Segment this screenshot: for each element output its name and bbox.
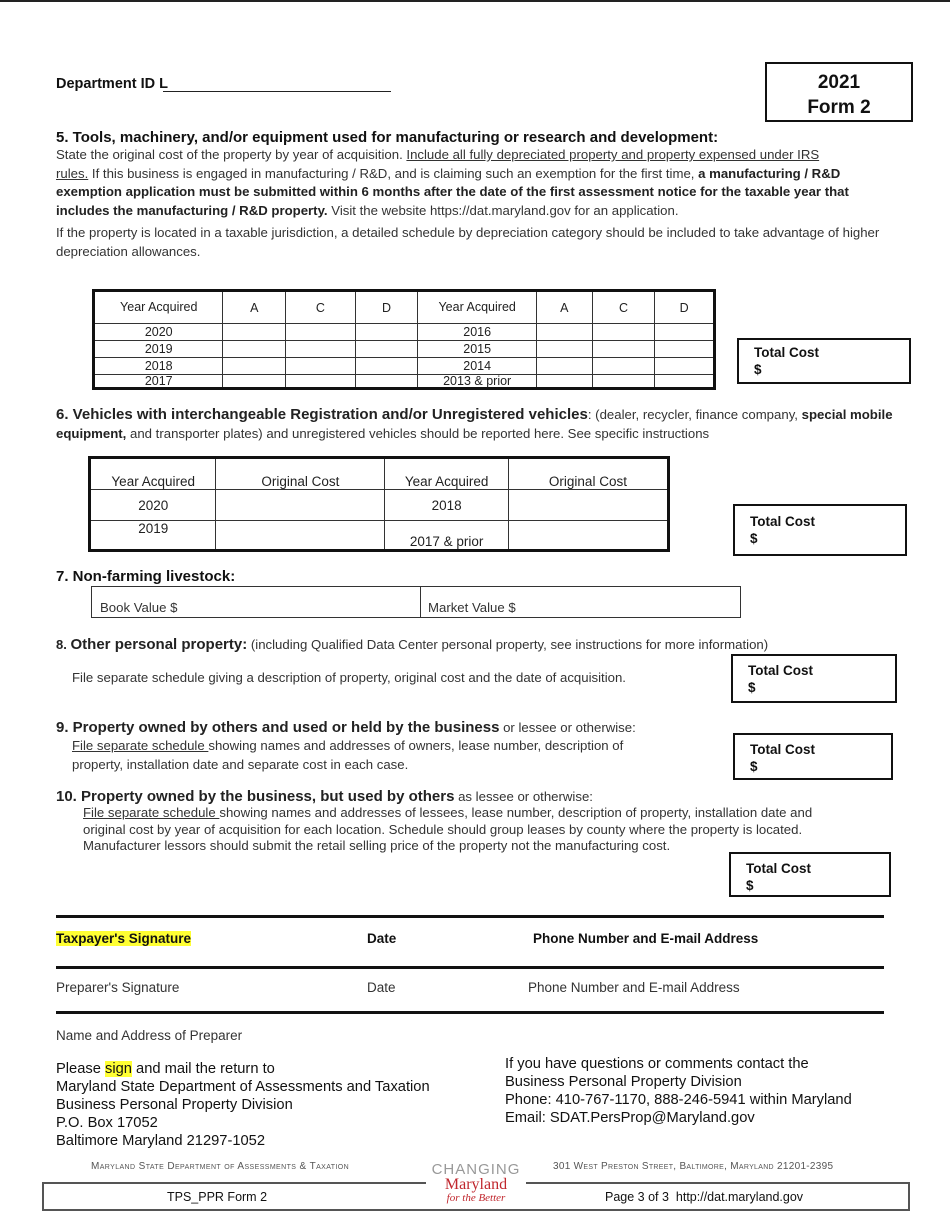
section-6-heading: 6. Vehicles with interchangeable Registration and/or Unregistered vehicles: [56, 406, 588, 423]
signature-divider-middle: [56, 966, 884, 969]
cost-input[interactable]: [355, 358, 418, 375]
col-d: D: [355, 291, 418, 324]
section-6-paragraph: 6. Vehicles with interchangeable Registration and/or Unregistered vehicles: (dealer, recycler, finance company, special mobile equipment, and transporter plates) and unregistered vehicles should be reported here. See specific instructions: [56, 406, 893, 441]
year-cell: 2017 & prior: [385, 521, 508, 551]
col-a: A: [223, 291, 286, 324]
section-9-text: File separate schedule showing names and addresses of owners, lease number, description of property, installation date and separate cost in each case.: [72, 738, 624, 772]
section-5-heading: 5. Tools, machinery, and/or equipment used for manufacturing or research and development:: [56, 129, 719, 146]
mailing-address: [56, 1060, 430, 1150]
cost-input[interactable]: [508, 490, 668, 521]
col-c: C: [592, 291, 655, 324]
table-header-row: [90, 458, 669, 490]
table-row: [94, 375, 715, 389]
section-10-text: File separate schedule showing names and addresses of lessees, lease number, description of property, installation date and original cost by year of acquisition for each location. Schedule should group leases by county where the property is located. Manufacturer lessors should submit the retail selling price of the property not the manufacturing cost.: [83, 805, 813, 853]
changing-maryland-logo: CHANGING Maryland for the Better: [431, 1161, 521, 1204]
section-8-total-cost[interactable]: [731, 654, 897, 703]
cost-input[interactable]: [286, 341, 356, 358]
divider: [420, 587, 421, 617]
year-cell: 2018: [94, 358, 223, 375]
form-year: 2021: [817, 72, 861, 93]
section-8-number: 8.: [56, 637, 67, 652]
livestock-box: [91, 586, 741, 618]
contact-division: Business Personal Property Division: [505, 1074, 742, 1090]
year-cell: 2014: [418, 358, 537, 375]
city-state-zip: Baltimore Maryland 21297-1052: [56, 1133, 266, 1149]
signature-divider-bottom: [56, 1011, 884, 1014]
col-year-acquired: Year Acquired: [94, 291, 223, 324]
col-year-acquired: Year Acquired: [90, 458, 216, 490]
dollar-sign: $: [750, 531, 758, 546]
cost-input[interactable]: [655, 375, 715, 389]
total-cost-label: Total Cost: [750, 742, 815, 757]
market-value-field[interactable]: Market Value $: [428, 600, 516, 615]
division-name: Business Personal Property Division: [56, 1097, 293, 1113]
section-5-table: [92, 289, 716, 390]
year-cell: 2019: [90, 521, 216, 551]
footer-rule-right: [526, 1182, 910, 1184]
cost-input[interactable]: [216, 521, 385, 551]
cost-input[interactable]: [655, 341, 715, 358]
taxpayer-date-label: Date: [367, 931, 397, 946]
po-box: P.O. Box 17052: [56, 1115, 158, 1131]
cost-input[interactable]: [592, 375, 655, 389]
cost-input[interactable]: [536, 375, 592, 389]
cost-input[interactable]: [286, 375, 356, 389]
footer-rule-bottom: [42, 1209, 910, 1211]
taxpayer-phone-label: Phone Number and E-mail Address: [533, 931, 759, 946]
contact-intro: If you have questions or comments contact the: [505, 1056, 809, 1072]
section-7-heading: 7. Non-farming livestock:: [56, 568, 236, 585]
col-c: C: [286, 291, 356, 324]
contact-phone: Phone: 410-767-1170, 888-246-5941 within Maryland: [505, 1092, 852, 1108]
table-row: [94, 341, 715, 358]
col-year-acquired: Year Acquired: [385, 458, 508, 490]
taxpayer-signature-field[interactable]: Taxpayer's Signature: [56, 931, 192, 946]
preparer-phone-label: Phone Number and E-mail Address: [528, 980, 740, 995]
table-row: [94, 324, 715, 341]
total-cost-label: Total Cost: [746, 861, 811, 876]
cost-input[interactable]: [223, 358, 286, 375]
agency-name: Maryland State Department of Assessments and Taxation: [56, 1079, 430, 1095]
cost-input[interactable]: [536, 358, 592, 375]
cost-input[interactable]: [592, 324, 655, 341]
form-name: Form 2: [807, 97, 871, 118]
footer-agency: Maryland State Department of Assessments & Taxation: [91, 1161, 350, 1172]
col-year-acquired: Year Acquired: [418, 291, 537, 324]
section-6-table: [88, 456, 670, 552]
cost-input[interactable]: [223, 375, 286, 389]
year-cell: 2017: [94, 375, 223, 389]
section-9-total-cost[interactable]: [733, 733, 893, 780]
signature-divider-top: [56, 915, 884, 918]
cost-input[interactable]: [592, 341, 655, 358]
cost-input[interactable]: [355, 341, 418, 358]
department-id-label: Department ID L: [56, 76, 168, 92]
section-8-text: File separate schedule giving a description of property, original cost and the date of acquisition.: [72, 670, 626, 685]
col-a: A: [536, 291, 592, 324]
dollar-sign: $: [746, 878, 754, 893]
cost-input[interactable]: [508, 521, 668, 551]
footer-edge-left: [42, 1182, 44, 1210]
book-value-field[interactable]: Book Value $: [100, 600, 178, 615]
total-cost-label: Total Cost: [750, 514, 815, 529]
year-cell: 2016: [418, 324, 537, 341]
footer-address: 301 West Preston Street, Baltimore, Maryland 21201-2395: [553, 1161, 834, 1172]
mail-instruction: Please sign and mail the return to: [56, 1061, 275, 1077]
top-border: [0, 0, 950, 2]
preparer-date-label: Date: [367, 980, 396, 995]
cost-input[interactable]: [355, 324, 418, 341]
page-number: Page 3 of 3: [605, 1190, 669, 1204]
total-cost-label: Total Cost: [748, 663, 813, 678]
preparer-name-address-label: Name and Address of Preparer: [56, 1028, 243, 1043]
contact-email[interactable]: Email: SDAT.PersProp@Maryland.gov: [505, 1110, 755, 1126]
footer-url-link[interactable]: http://dat.maryland.gov: [675, 1190, 804, 1204]
preparer-signature-field[interactable]: Preparer's Signature: [56, 980, 180, 995]
cost-input[interactable]: [286, 324, 356, 341]
footer-page-info: [605, 1190, 803, 1204]
dollar-sign: $: [750, 759, 758, 774]
total-cost-label: Total Cost: [754, 345, 819, 360]
cost-input[interactable]: [592, 358, 655, 375]
cost-input[interactable]: [355, 375, 418, 389]
section-8-heading-line: 8. Other personal property: (including Qualified Data Center personal property, see instructions for more information): [56, 636, 769, 653]
section-5-paragraph: State the original cost of the property by year of acquisition. Include all fully depreciated property and property expensed under IRS rules. If this business is engaged in manufacturing / R&D, and is claiming such an exemption for the first time, a manufacturing / R&D exemption application must be submitted within 6 months after the date of the first assessment notice for the taxable year that includes the manufacturing / R&D property. Visit the website https://dat.maryland.gov for an application.: [56, 147, 849, 218]
table-row: [90, 521, 669, 551]
cost-input[interactable]: [223, 341, 286, 358]
year-cell: 2020: [94, 324, 223, 341]
footer-edge-right: [908, 1182, 910, 1210]
section-5-total-cost[interactable]: [737, 338, 911, 384]
section-10-total-cost[interactable]: [729, 852, 891, 897]
col-d: D: [655, 291, 715, 324]
contact-info: [505, 1055, 852, 1127]
form-id-box: [765, 62, 913, 122]
cost-input[interactable]: [223, 324, 286, 341]
year-cell: 2013 & prior: [418, 375, 537, 389]
dollar-sign: $: [754, 362, 762, 377]
year-cell: 2018: [385, 490, 508, 521]
cost-input[interactable]: [655, 358, 715, 375]
table-header-row: [94, 291, 715, 324]
dollar-sign: $: [748, 680, 756, 695]
col-original-cost: Original Cost: [508, 458, 668, 490]
section-8-heading: Other personal property:: [70, 636, 248, 653]
cost-input[interactable]: [536, 341, 592, 358]
cost-input[interactable]: [655, 324, 715, 341]
cost-input[interactable]: [536, 324, 592, 341]
department-id-field[interactable]: [163, 91, 391, 92]
cost-input[interactable]: [286, 358, 356, 375]
table-row: [90, 490, 669, 521]
col-original-cost: Original Cost: [216, 458, 385, 490]
year-cell: 2019: [94, 341, 223, 358]
table-row: [94, 358, 715, 375]
section-9-heading-line: 9. Property owned by others and used or held by the business or lessee or otherwise:: [56, 719, 636, 736]
cost-input[interactable]: [216, 490, 385, 521]
footer-rule-left: [42, 1182, 426, 1184]
section-9-heading: 9. Property owned by others and used or held by the business: [56, 719, 500, 736]
footer-form-id: TPS_PPR Form 2: [167, 1190, 268, 1204]
year-cell: 2020: [90, 490, 216, 521]
section-10-heading-line: 10. Property owned by the business, but used by others as lessee or otherwise:: [56, 788, 593, 805]
section-5-depreciation-note: If the property is located in a taxable jurisdiction, a detailed schedule by depreciation category should be included to take advantage of higher depreciation allowances.: [56, 225, 880, 259]
section-6-total-cost[interactable]: [733, 504, 907, 556]
year-cell: 2015: [418, 341, 537, 358]
section-10-heading: 10. Property owned by the business, but used by others: [56, 788, 455, 805]
